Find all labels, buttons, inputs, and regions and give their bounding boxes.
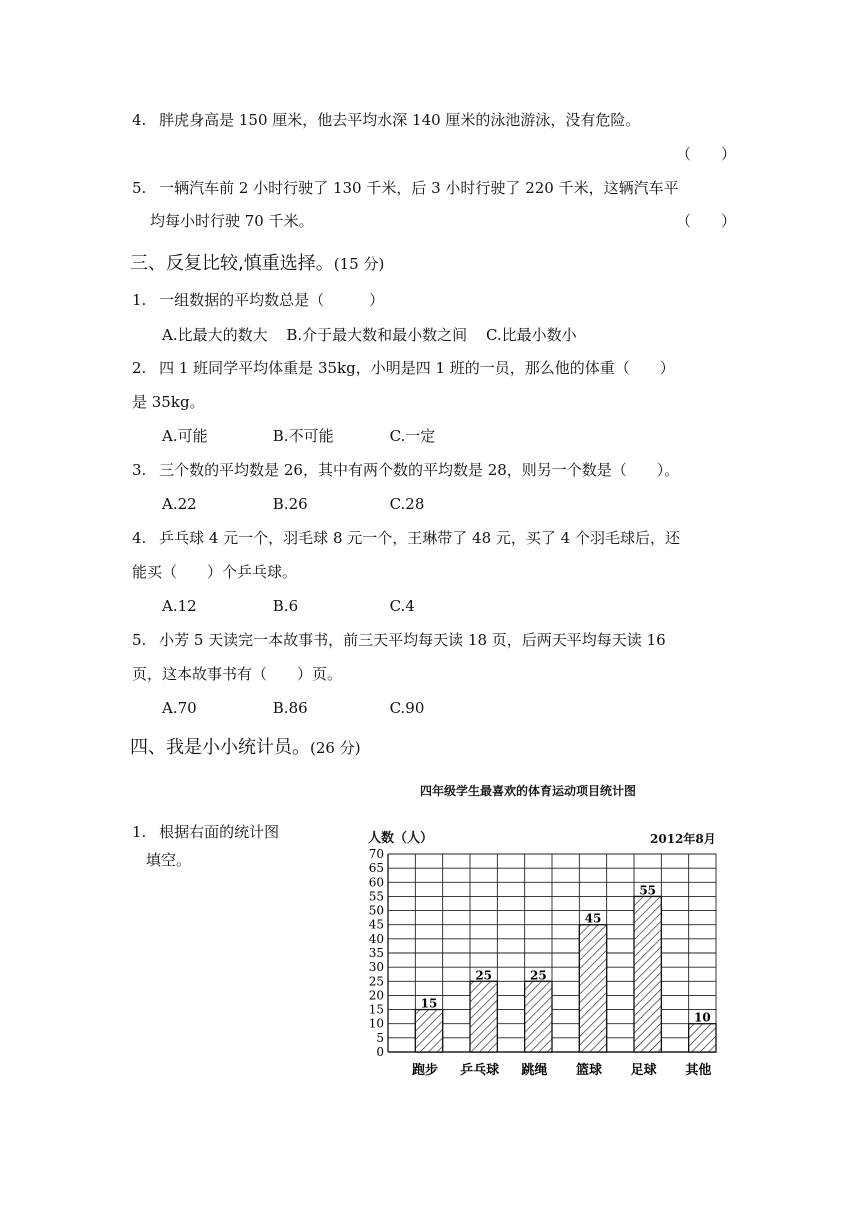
y-tick-label: 30 bbox=[368, 960, 384, 975]
mc-question-1 bbox=[132, 290, 384, 310]
bar-value-label: 10 bbox=[693, 1010, 711, 1025]
y-tick-label: 50 bbox=[368, 903, 384, 918]
y-tick-label: 55 bbox=[368, 889, 384, 904]
option-a[interactable]: A.比最大的数大 bbox=[162, 326, 268, 344]
y-tick-label: 35 bbox=[368, 946, 384, 960]
options-row bbox=[162, 698, 424, 718]
y-tick-label: 10 bbox=[368, 1016, 384, 1031]
item-text: 胖虎身高是 150 厘米，他去平均水深 140 厘米的泳池游泳，没有危险。 bbox=[159, 111, 641, 129]
bar bbox=[470, 981, 497, 1052]
mc-question-3 bbox=[132, 460, 679, 480]
tf-item-4 bbox=[132, 110, 640, 130]
options-row bbox=[162, 426, 435, 446]
question-number: 3. bbox=[132, 461, 147, 479]
mc-question-2 bbox=[132, 358, 675, 378]
question-text: 根据右面的统计图 bbox=[159, 823, 280, 841]
x-category-label: 跑步 bbox=[411, 1063, 439, 1078]
option-c[interactable]: C.一定 bbox=[389, 427, 436, 445]
question-text-continued: 能买（ ）个乒乓球。 bbox=[132, 563, 298, 581]
y-tick-label: 70 bbox=[368, 847, 384, 861]
option-a[interactable]: A.12 bbox=[162, 597, 197, 615]
question-text: 四 1 班同学平均体重是 35kg，小明是四 1 班的一员，那么他的体重（ ） bbox=[159, 359, 675, 377]
option-a[interactable]: A.22 bbox=[162, 495, 197, 513]
question-text-continued: 填空。 bbox=[146, 851, 192, 869]
bar-value-label: 25 bbox=[475, 968, 493, 983]
option-c[interactable]: C.4 bbox=[389, 597, 415, 615]
question-text: 一组数据的平均数总是（ ） bbox=[159, 291, 385, 309]
question-text-continued: 是 35kg。 bbox=[132, 393, 205, 411]
question-number: 1. bbox=[132, 823, 147, 841]
section-heading bbox=[130, 736, 361, 760]
tf-item-5 bbox=[132, 178, 679, 198]
bar bbox=[415, 1010, 442, 1052]
question-number: 5. bbox=[132, 631, 147, 649]
x-category-label: 篮球 bbox=[575, 1063, 603, 1078]
y-tick-label: 45 bbox=[368, 917, 384, 932]
option-b[interactable]: B.6 bbox=[272, 597, 299, 615]
mc-question-4 bbox=[132, 528, 680, 548]
section-title: 三、反复比较,慎重选择。 bbox=[130, 253, 334, 274]
bar-value-label: 15 bbox=[420, 996, 438, 1011]
option-a[interactable]: A.70 bbox=[162, 699, 197, 717]
x-category-label: 其他 bbox=[685, 1063, 712, 1078]
y-tick-label: 25 bbox=[368, 974, 384, 989]
x-category-label: 跳绳 bbox=[521, 1063, 548, 1078]
bar bbox=[579, 925, 606, 1052]
bar bbox=[525, 981, 552, 1052]
x-category-label: 乒乓球 bbox=[460, 1063, 500, 1078]
question-text-continued: 页，这本故事书有（ ）页。 bbox=[132, 665, 343, 683]
options-row bbox=[162, 494, 424, 514]
question-text: 三个数的平均数是 26，其中有两个数的平均数是 28，则另一个数是（ ）。 bbox=[159, 461, 680, 479]
item-text: 一辆汽车前 2 小时行驶了 130 千米，后 3 小时行驶了 220 千米，这辆汽车平 bbox=[159, 179, 679, 197]
mc-question-5 bbox=[132, 630, 666, 650]
y-tick-label: 15 bbox=[368, 1002, 384, 1017]
bar-value-label: 55 bbox=[639, 883, 657, 898]
bar-value-label: 25 bbox=[529, 968, 547, 983]
y-tick-label: 60 bbox=[368, 875, 384, 890]
answer-paren[interactable]: （ ） bbox=[676, 145, 737, 163]
y-tick-label: 65 bbox=[368, 861, 384, 876]
y-tick-label: 20 bbox=[368, 988, 384, 1003]
option-c[interactable]: C.比最小数小 bbox=[485, 326, 577, 344]
y-tick-label: 5 bbox=[376, 1030, 384, 1045]
bar-value-label: 45 bbox=[584, 911, 602, 926]
section-score: (15 分) bbox=[333, 255, 385, 273]
y-tick-label: 40 bbox=[368, 931, 384, 946]
option-b[interactable]: B.介于最大数和最小数之间 bbox=[286, 326, 468, 344]
option-a[interactable]: A.可能 bbox=[162, 427, 208, 445]
option-c[interactable]: C.28 bbox=[389, 495, 425, 513]
question-text: 乒乓球 4 元一个，羽毛球 8 元一个，王琳带了 48 元，买了 4 个羽毛球后，还 bbox=[159, 529, 680, 547]
options-row bbox=[162, 325, 577, 345]
item-text-continued: 均每小时行驶 70 千米。 bbox=[150, 212, 314, 230]
item-number: 4. bbox=[132, 111, 147, 129]
chart-date: 2012年8月 bbox=[650, 832, 716, 846]
item-number: 5. bbox=[132, 179, 147, 197]
bar bbox=[689, 1024, 716, 1052]
section-heading bbox=[130, 252, 384, 276]
question-text: 小芳 5 天读完一本故事书，前三天平均每天读 18 页，后两天平均每天读 16 bbox=[159, 631, 666, 649]
bar-chart bbox=[360, 840, 730, 1090]
option-b[interactable]: B.86 bbox=[272, 699, 308, 717]
option-b[interactable]: B.26 bbox=[272, 495, 308, 513]
option-b[interactable]: B.不可能 bbox=[272, 427, 334, 445]
chart-title: 四年级学生最喜欢的体育运动项目统计图 bbox=[420, 784, 637, 798]
x-category-label: 足球 bbox=[630, 1063, 657, 1078]
question-number: 4. bbox=[132, 529, 147, 547]
options-row bbox=[162, 596, 415, 616]
question-number: 1. bbox=[132, 291, 147, 309]
question-number: 2. bbox=[132, 359, 147, 377]
section-score: (26 分) bbox=[310, 739, 361, 757]
y-tick-label: 0 bbox=[376, 1045, 384, 1059]
chart-y-axis-label: 人数（人） bbox=[368, 831, 434, 846]
answer-paren[interactable]: （ ） bbox=[676, 212, 737, 230]
bar bbox=[634, 896, 661, 1052]
section-title: 四、我是小小统计员。 bbox=[130, 737, 310, 758]
stats-question-1 bbox=[132, 822, 279, 842]
option-c[interactable]: C.90 bbox=[389, 699, 425, 717]
